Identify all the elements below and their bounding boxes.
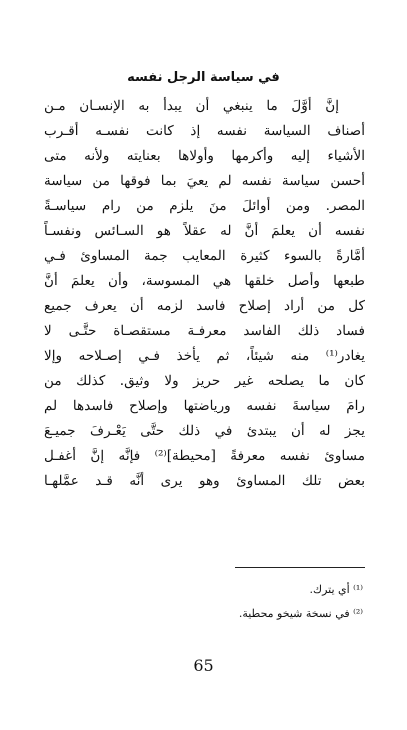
footnote: ⁽¹⁾ أي يترك. — [309, 583, 363, 596]
text-line: إنَّ أوَّلَ ما ينبغي أن يبدأ به الإنسـان مـن — [44, 98, 339, 114]
text-line: نفسه أن يعلمَ أنَّ له عقلاً هو السـائس ونفسـاً — [44, 223, 365, 239]
text-line: الأشياء إليه وأكرمها وأولاها بعنايته ولأنه متى — [44, 148, 365, 164]
text-line: طبعها وأصل خلقها هي المسوسة، وأن يعلمَ أنَّ — [44, 273, 365, 289]
body-text — [44, 94, 365, 494]
page-number: 65 — [193, 656, 214, 675]
footnotes — [43, 578, 363, 626]
text-line: فساد ذلك الفاسد معرفـة مستقصـاة حتَّـى لا — [44, 323, 365, 339]
text-line: أمَّارةً بالسوء كثيرة المعايب جمة المساوئ فـي — [44, 248, 365, 264]
text-line: كل من أراد إصلاح فاسد لزمه أن يعرف جميع — [44, 298, 365, 314]
text-line: المصر. ومن أوائلَ منَ يلزم من رام سياسـةً — [44, 198, 365, 214]
text-line: مساوئ نفسه معرفةً [محيطة]⁽²⁾ فإنَّه إنَّ أغفـل — [44, 448, 365, 464]
text-line: يجز له أن يبتدئ في ذلك حتَّى يَعْـرفَ جميـعَ — [44, 423, 365, 439]
text-line: كان ما يصلحه غير حريز ولا وثيق. كذلك من — [44, 373, 365, 389]
text-line: بعض تلك المساوئ وهو يرى أنَّه قـد عمَّلهـا — [44, 473, 365, 489]
footnote: ⁽²⁾ في نسخة شيخو محطية. — [238, 607, 363, 620]
text-line: أحسن سياسة نفسه لم يعيَ بما فوقها من سياسة — [44, 173, 365, 189]
text-line: يغادر⁽¹⁾ منه شيئاً، ثم يأخذ فـي إصـلاحه وإلا — [44, 348, 365, 364]
text-line: رامَ سياسةَ نفسه ورياضتها وإصلاح فاسدها لم — [44, 398, 365, 414]
section-title: في سياسة الرجل نفسه — [127, 70, 280, 85]
footnote-divider — [235, 567, 365, 568]
text-line: أصناف السياسة نفسه إذ كانت نفسـه أقـرب — [44, 123, 365, 139]
